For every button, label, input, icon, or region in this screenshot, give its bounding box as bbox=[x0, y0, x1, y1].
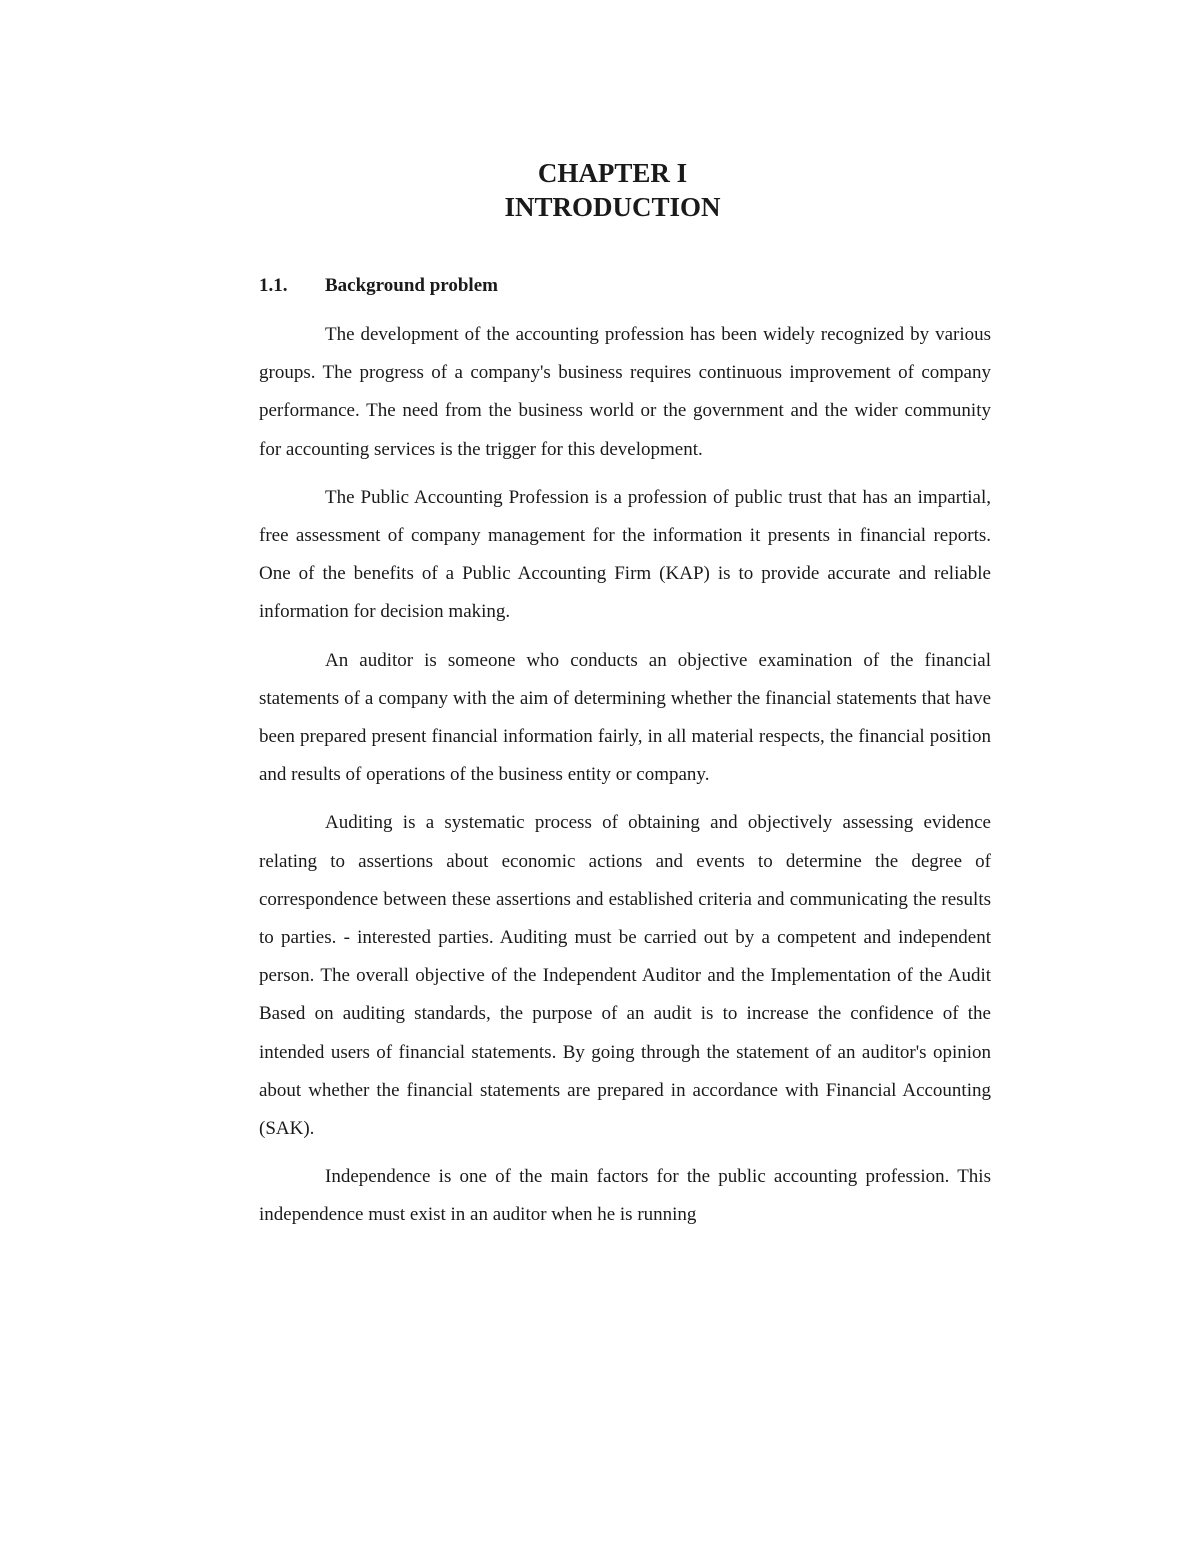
section-number: 1.1. bbox=[259, 275, 288, 296]
paragraph-4: Auditing is a systematic process of obtaining and objectively assessing evidence relating to assertions about economic actions and events to determine the degree of correspondence between these assertions and established criteria and communicating the results to parties. - interested parties. Auditing must be carried out by a competent and independent person. The overall objective of the Independent Auditor and the Implementation of the Audit Based on auditing standards, the purpose of an audit is to increase the confidence of the intended users of financial statements. By going through the statement of an auditor's opinion about whether the financial statements are prepared in accordance with Financial Accounting (SAK). bbox=[259, 812, 991, 1140]
chapter-title: INTRODUCTION bbox=[504, 192, 721, 222]
paragraph-1: The development of the accounting profession has been widely recognized by various groups. The progress of a company's business requires continuous improvement of company performance. The need from the business world or the government and the wider community for accounting services is the trigger for this development. bbox=[259, 324, 991, 460]
chapter-heading bbox=[0, 156, 1200, 224]
section-title: Background problem bbox=[325, 275, 498, 296]
chapter-number: CHAPTER I bbox=[537, 158, 688, 188]
body-text bbox=[259, 316, 991, 1245]
paragraph-2: The Public Accounting Profession is a profession of public trust that has an impartial, free assessment of company management for the information it presents in financial reports. One of the benefits of a Public Accounting Firm (KAP) is to provide accurate and reliable information for decision making. bbox=[259, 486, 991, 623]
section-heading bbox=[259, 273, 498, 299]
paragraph-5: Independence is one of the main factors for the public accounting profession. This independence must exist in an auditor when he is running bbox=[259, 1166, 991, 1226]
paragraph-3: An auditor is someone who conducts an objective examination of the financial statements of a company with the aim of determining whether the financial statements that have been prepared present financial information fairly, in all material respects, the financial position and results of operations of the business entity or company. bbox=[259, 649, 991, 786]
